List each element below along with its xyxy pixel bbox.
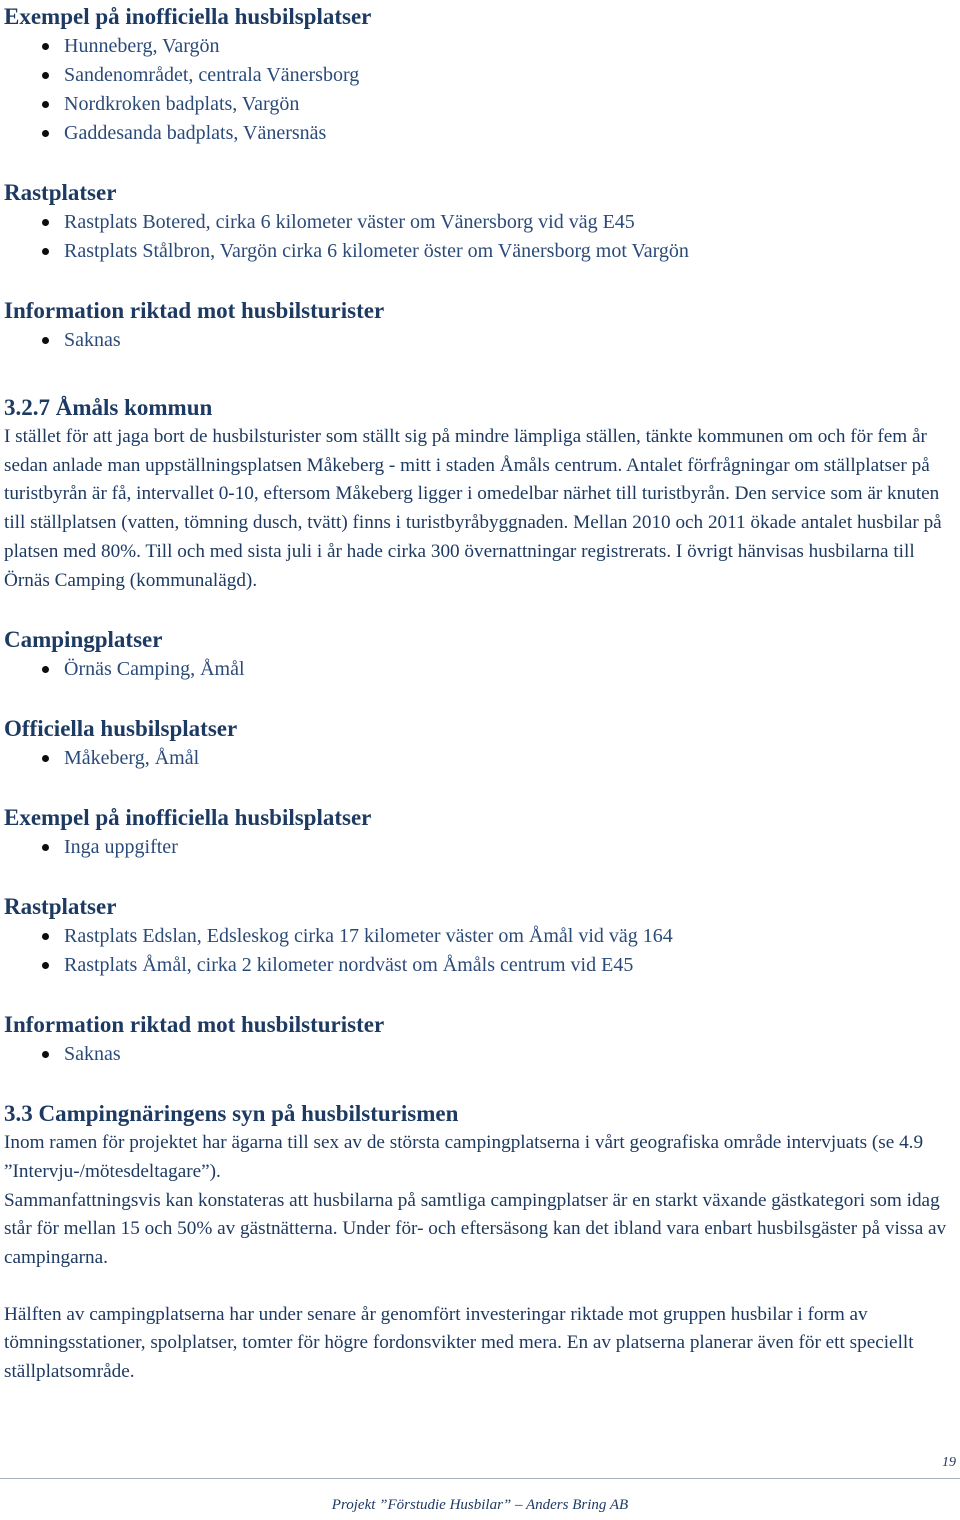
section-title: 3.2.7 Åmåls kommun	[4, 395, 213, 420]
section-heading: Exempel på inofficiella husbilsplatser	[4, 4, 372, 29]
list-item: Rastplats Edslan, Edsleskog cirka 17 kilometer väster om Åmål vid väg 164	[4, 922, 956, 951]
body-paragraph: Hälften av campingplatserna har under senare år genomfört investeringar riktade mot gruppen husbilar i form av tömningsstationer, spolplatser, tomter för högre fordonsvikter med mera. En av platserna planerar även för ett speciellt ställplatsområde.	[4, 1303, 914, 1383]
bullet-list	[4, 32, 956, 148]
list-item: Inga uppgifter	[4, 833, 956, 862]
section-heading: Information riktad mot husbilsturister	[4, 298, 385, 323]
bullet-list	[4, 655, 956, 684]
section-heading: Campingplatser	[4, 627, 163, 653]
list-item: Nordkroken badplats, Vargön	[4, 90, 956, 119]
list-item: Sandenområdet, centrala Vänersborg	[4, 61, 956, 90]
list-item: Gaddesanda badplats, Vänersnäs	[4, 119, 956, 148]
list-item: Rastplats Stålbron, Vargön cirka 6 kilometer öster om Vänersborg mot Vargön	[4, 237, 956, 266]
bullet-list	[4, 208, 956, 266]
body-paragraph: Inom ramen för projektet har ägarna till sex av de största campingplatserna i vårt geografiska område intervjuats (se 4.9 ”Intervju-/mötesdeltagare”).	[4, 1132, 924, 1182]
list-item: Rastplats Åmål, cirka 2 kilometer nordväst om Åmåls centrum vid E45	[4, 951, 956, 980]
section-heading: Rastplatser	[4, 894, 117, 920]
page-number: 19	[942, 1455, 956, 1470]
bullet-list	[4, 833, 956, 862]
list-item: Måkeberg, Åmål	[4, 744, 956, 773]
list-item: Saknas	[4, 326, 956, 355]
section-heading: Information riktad mot husbilsturister	[4, 1012, 385, 1038]
list-item: Rastplats Botered, cirka 6 kilometer väster om Vänersborg vid väg E45	[4, 208, 956, 237]
section-heading: Exempel på inofficiella husbilsplatser	[4, 805, 372, 831]
list-item: Örnäs Camping, Åmål	[4, 655, 956, 684]
body-paragraph: Sammanfattningsvis kan konstateras att husbilarna på samtliga campingplatser är en starkt växande gästkategori som idag står för mellan 15 och 50% av gästnätterna. Under för- och eftersäsong kan det ibland vara enbart husbilsgäster på vissa av campingarna.	[4, 1189, 947, 1269]
section-heading: Rastplatser	[4, 180, 117, 205]
bullet-list	[4, 326, 956, 355]
list-item: Saknas	[4, 1040, 956, 1069]
list-item: Hunneberg, Vargön	[4, 32, 956, 61]
bullet-list	[4, 922, 956, 980]
footer-text: Projekt ”Förstudie Husbilar” – Anders Bring AB	[331, 1497, 629, 1513]
body-paragraph: I stället för att jaga bort de husbilsturister som ställt sig på mindre lämpliga ställen, tänkte kommunen om och för fem år sedan anlade man uppställningsplatsen Måkeberg - mitt i staden Åmåls centrum. Antalet förfrågningar om ställplatser på turistbyrån är få, intervallet 0-10, eftersom Måkeberg ligger i omedelbar närhet till turistbyrån. Den service som är knuten till ställplatsen (vatten, tömning dusch, tvätt) finns i turistbyråbyggnaden. Mellan 2010 och 2011 ökade antalet husbilar på platsen med 80%. Till och med sista juli i år hade cirka 300 övernattningar registrerats. I övrigt hänvisas husbilarna till Örnäs Camping (kommunalägd).	[4, 426, 942, 591]
bullet-list	[4, 744, 956, 773]
section-title: 3.3 Campingnäringens syn på husbilsturismen	[4, 1101, 459, 1127]
document-page	[4, 0, 956, 1387]
footer-divider	[0, 1478, 960, 1479]
section-heading: Officiella husbilsplatser	[4, 716, 238, 742]
bullet-list	[4, 1040, 956, 1069]
